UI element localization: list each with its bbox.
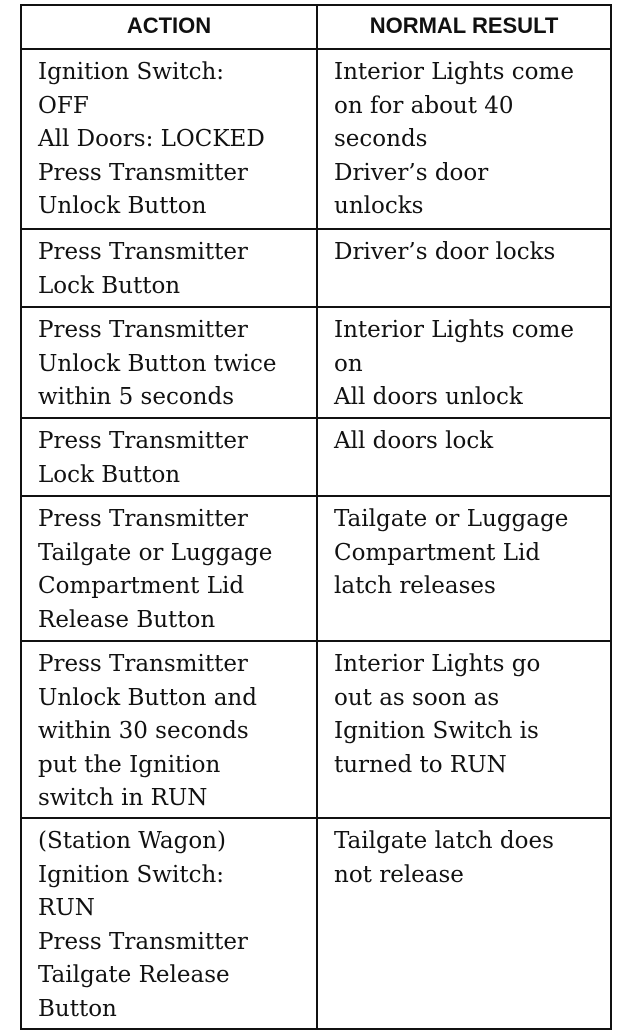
table-row [22,817,610,1028]
action-cell: Press Transmitter Lock Button [22,419,318,495]
action-cell: Ignition Switch: OFF All Doors: LOCKED Press Transmitter Unlock Button [22,50,318,228]
action-cell: Press Transmitter Lock Button [22,230,318,306]
normal-result-column-header: NORMAL RESULT [369,13,559,38]
result-cell: Tailgate or Luggage Compartment Lid latch releases [334,506,569,599]
table-row [22,306,610,417]
table-row [22,495,610,640]
result-cell: All doors lock [334,428,494,454]
result-cell: Driver’s door locks [334,239,556,265]
action-cell: (Station Wagon) Ignition Switch: RUN Press Transmitter Tailgate Release Button [22,819,318,1028]
table-header-row [22,6,610,48]
action-cell: Press Transmitter Unlock Button twice within 5 seconds [22,308,318,417]
table-row [22,640,610,817]
result-cell: Interior Lights come on All doors unlock [334,317,574,410]
result-cell: Interior Lights come on for about 40 seconds Driver’s door unlocks [334,59,574,219]
table-row [22,48,610,228]
table-row [22,417,610,495]
action-cell: Press Transmitter Tailgate or Luggage Compartment Lid Release Button [22,497,318,640]
action-column-header: ACTION [22,6,318,48]
table-row [22,228,610,306]
result-cell: Interior Lights go out as soon as Ignition Switch is turned to RUN [334,651,541,778]
action-result-table [20,4,612,1030]
action-cell: Press Transmitter Unlock Button and within 30 seconds put the Ignition switch in RUN [22,642,318,817]
result-cell: Tailgate latch does not release [334,828,554,888]
